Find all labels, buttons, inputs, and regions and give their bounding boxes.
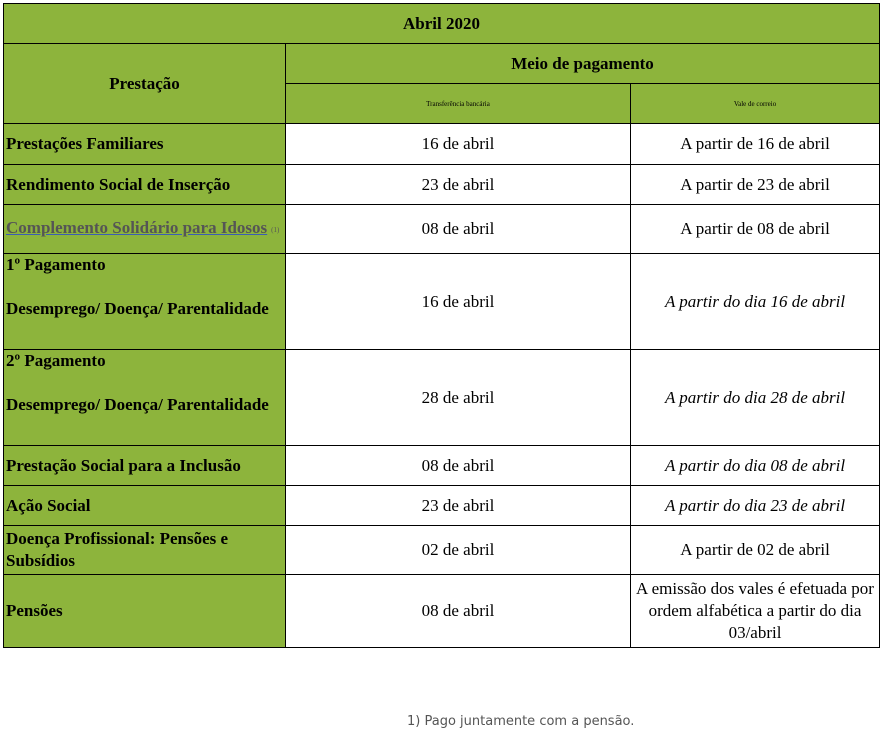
transfer-date: 16 de abril — [286, 124, 631, 165]
row-label-link[interactable] — [4, 205, 286, 254]
table-row — [4, 254, 880, 350]
column-header-prestacao: Prestação — [4, 44, 286, 124]
transfer-date: 08 de abril — [286, 575, 631, 648]
transfer-date: 08 de abril — [286, 446, 631, 486]
row-label — [4, 254, 286, 350]
transfer-date: 23 de abril — [286, 486, 631, 526]
row-label-line2: Desemprego/ Doença/ Parentalidade — [6, 395, 269, 414]
vale-date: A partir do dia 23 de abril — [631, 486, 880, 526]
transfer-date: 02 de abril — [286, 526, 631, 575]
table-row — [4, 486, 880, 526]
table-row — [4, 124, 880, 165]
row-label: Pensões — [4, 575, 286, 648]
row-label: Prestação Social para a Inclusão — [4, 446, 286, 486]
complemento-solidario-link[interactable]: Complemento Solidário para Idosos — [6, 218, 268, 238]
subheader-transferencia: Transferência bancária — [286, 84, 631, 124]
row-label-line1: 2º Pagamento — [6, 351, 106, 370]
row-label: Ação Social — [4, 486, 286, 526]
vale-date: A partir de 16 de abril — [631, 124, 880, 165]
vale-date: A partir de 23 de abril — [631, 165, 880, 205]
table-row — [4, 575, 880, 648]
row-label: Prestações Familiares — [4, 124, 286, 165]
vale-date: A partir do dia 16 de abril — [631, 254, 880, 350]
footnote-marker: (1) — [271, 225, 280, 234]
row-label — [4, 350, 286, 446]
footnote: 1) Pago juntamente com a pensão. — [407, 714, 635, 729]
transfer-date: 23 de abril — [286, 165, 631, 205]
vale-date: A partir do dia 28 de abril — [631, 350, 880, 446]
table-row — [4, 526, 880, 575]
row-label-line1: 1º Pagamento — [6, 255, 106, 274]
transfer-date: 16 de abril — [286, 254, 631, 350]
vale-note: A emissão dos vales é efetuada por ordem alfabética a partir do dia 03/abril — [631, 575, 880, 648]
payment-schedule-table — [3, 3, 880, 648]
vale-date: A partir do dia 08 de abril — [631, 446, 880, 486]
table-row — [4, 205, 880, 254]
row-label: Rendimento Social de Inserção — [4, 165, 286, 205]
row-label-line2: Desemprego/ Doença/ Parentalidade — [6, 299, 269, 318]
row-label: Doença Profissional: Pensões e Subsídios — [4, 526, 286, 575]
table-row — [4, 350, 880, 446]
column-header-meio-pagamento: Meio de pagamento — [286, 44, 880, 84]
table-row — [4, 446, 880, 486]
subheader-vale-correio: Vale de correio — [631, 84, 880, 124]
table-title: Abril 2020 — [4, 4, 880, 44]
transfer-date: 28 de abril — [286, 350, 631, 446]
vale-date: A partir de 02 de abril — [631, 526, 880, 575]
vale-date: A partir de 08 de abril — [631, 205, 880, 254]
table-row — [4, 165, 880, 205]
transfer-date: 08 de abril — [286, 205, 631, 254]
